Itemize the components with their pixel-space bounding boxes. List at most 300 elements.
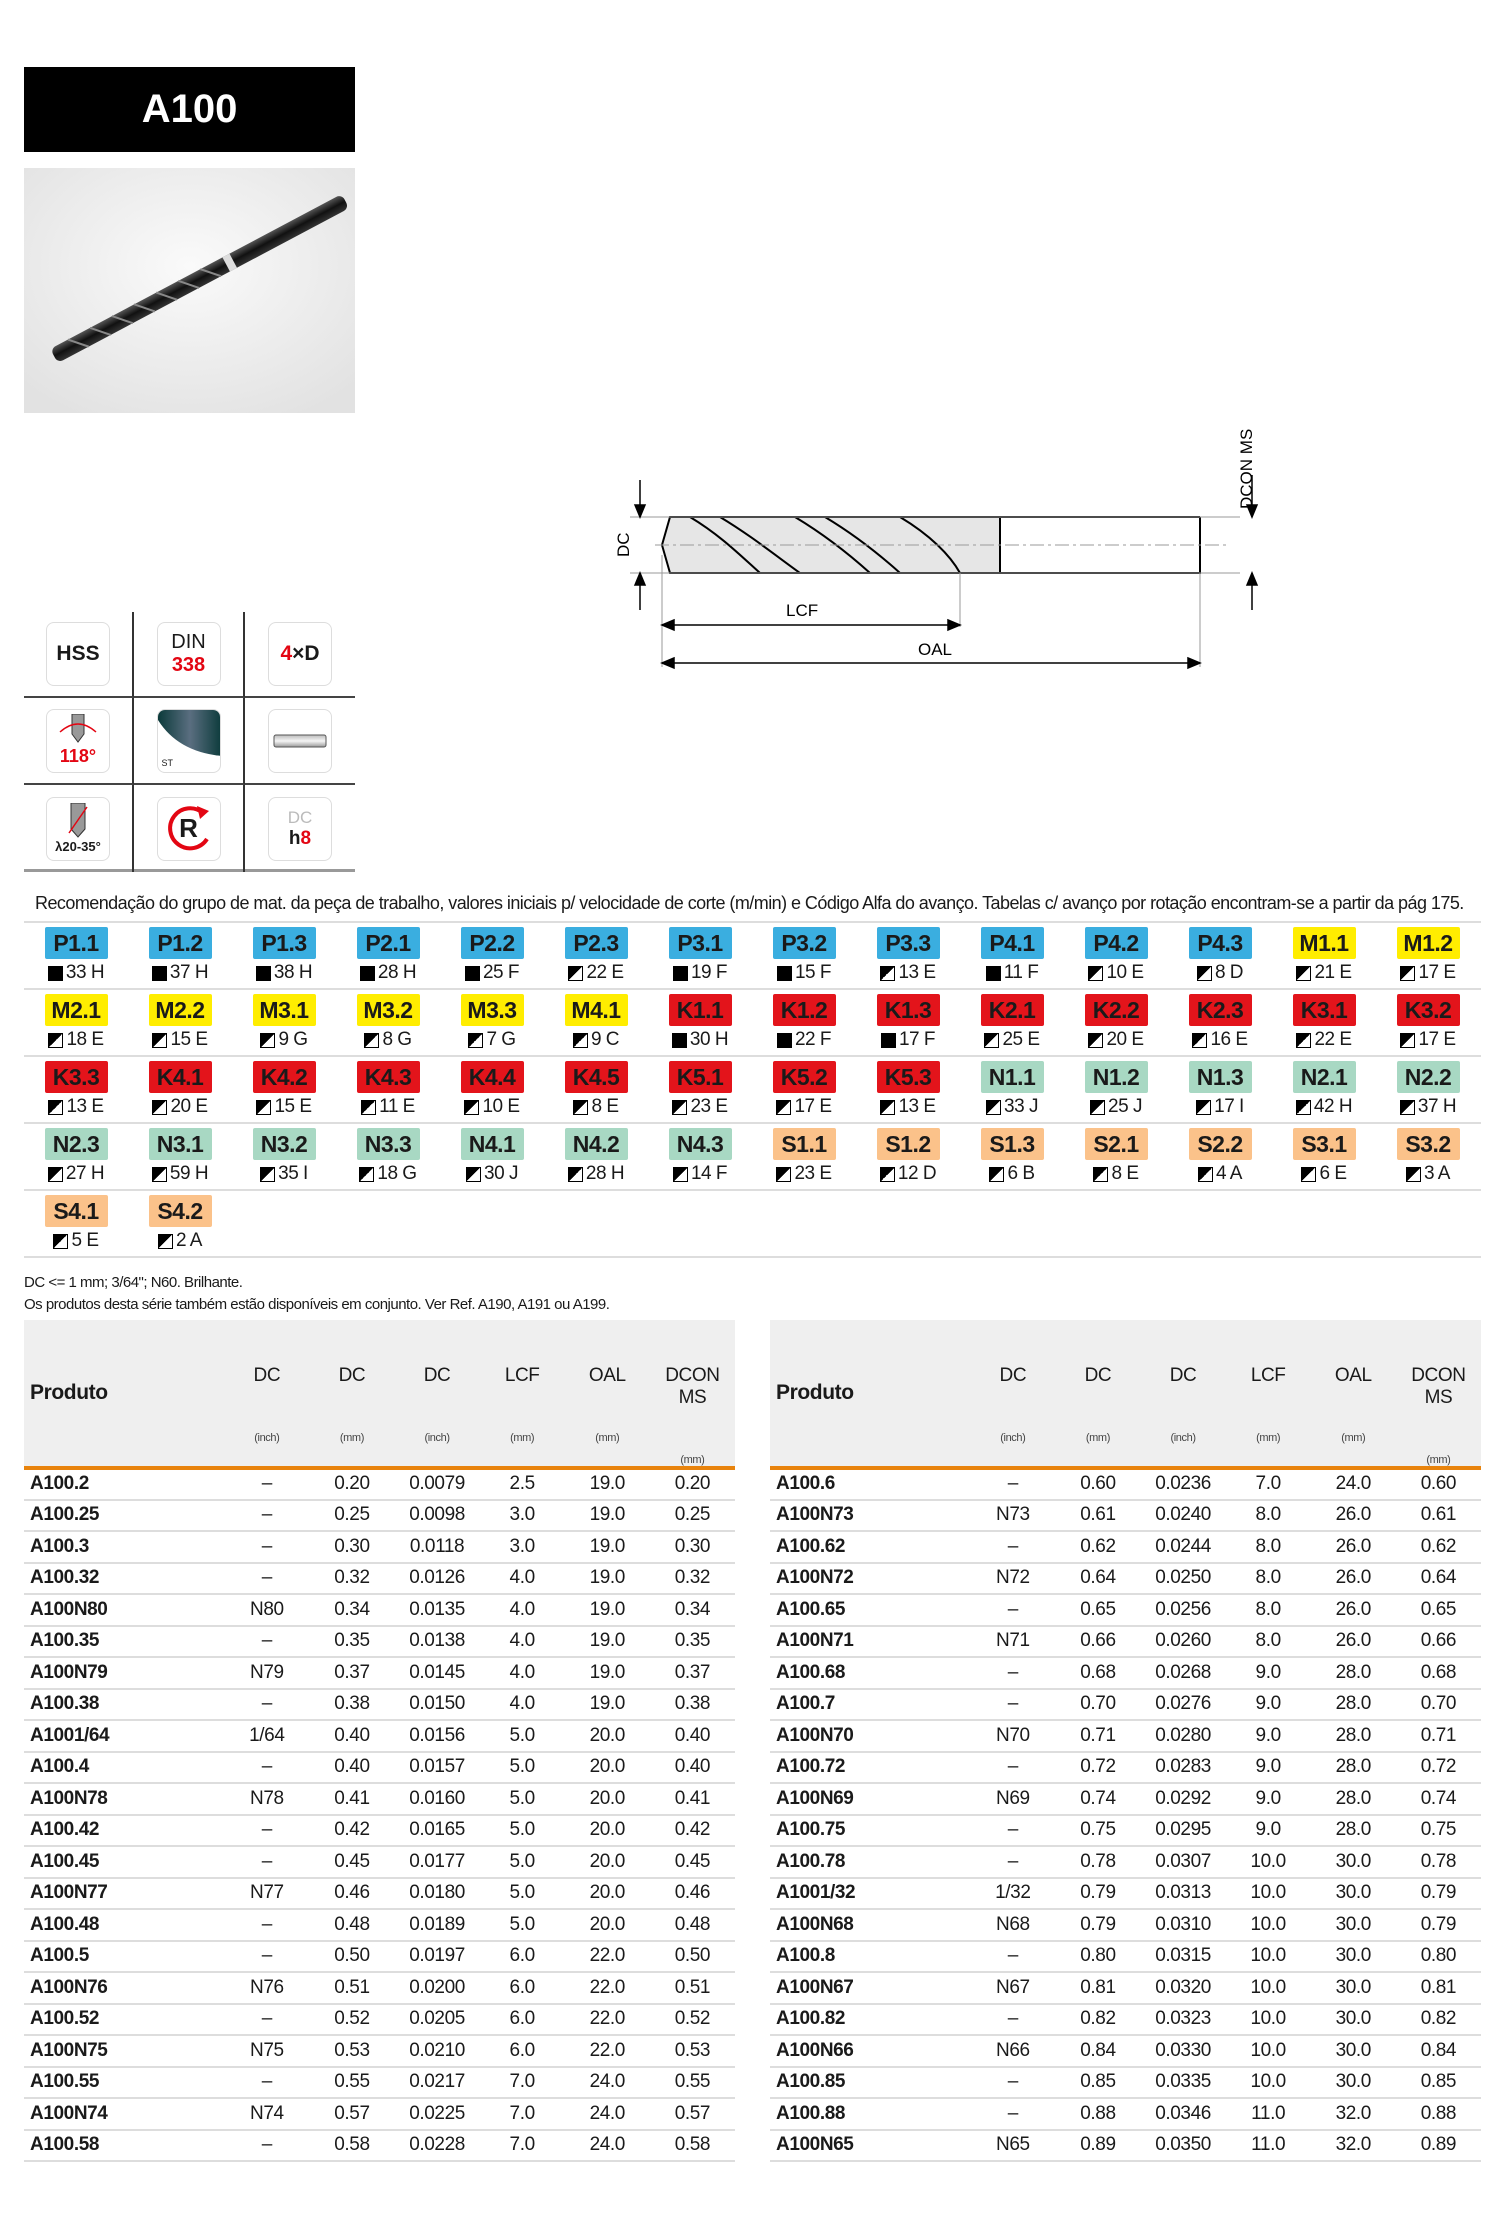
half-square-icon [1090, 1100, 1105, 1115]
product-code: A100N78 [24, 1783, 224, 1815]
material-badge: P3.2 [773, 927, 836, 959]
table-cell: 0.0268 [1141, 1657, 1226, 1689]
product-code: A100.32 [24, 1563, 224, 1595]
product-code: A100N80 [24, 1594, 224, 1626]
material-badge: M2.2 [149, 994, 212, 1026]
table-cell: 0.88 [1396, 2098, 1481, 2130]
table-cell: 0.58 [650, 2130, 735, 2162]
table-cell: 20.0 [565, 1878, 650, 1910]
table-cell: 24.0 [565, 2098, 650, 2130]
table-cell: 9.0 [1226, 1657, 1311, 1689]
column-header: LCF (mm) [480, 1320, 565, 1468]
speed-feed-code: 28 H [585, 1163, 625, 1184]
speed-feed-code: 13 E [898, 962, 936, 983]
table-row [770, 2098, 1481, 2130]
half-square-icon [464, 1100, 479, 1115]
material-badge: N3.2 [253, 1128, 316, 1160]
table-cell: 0.61 [1396, 1500, 1481, 1532]
table-row [770, 1689, 1481, 1721]
solid-square-icon [48, 966, 63, 981]
table-cell: 0.0156 [395, 1720, 480, 1752]
material-badge: K3.2 [1397, 994, 1460, 1026]
drill-dimension-drawing [600, 405, 1260, 675]
table-cell: 0.40 [309, 1752, 394, 1784]
table-cell: 32.0 [1311, 2130, 1396, 2162]
table-cell: 0.0307 [1141, 1846, 1226, 1878]
table-cell: 0.0283 [1141, 1752, 1226, 1784]
table-cell: 0.66 [1396, 1626, 1481, 1658]
table-cell: 4.0 [480, 1563, 565, 1595]
material-row [24, 1124, 1481, 1191]
column-header: DCON MS (mm) [650, 1320, 735, 1468]
material-cell [648, 927, 752, 984]
table-cell: 0.20 [309, 1468, 394, 1500]
table-cell: 0.48 [309, 1909, 394, 1941]
table-cell: 0.82 [1055, 2004, 1140, 2036]
speed-feed-code: 12 D [897, 1163, 937, 1184]
table-cell: N77 [224, 1878, 309, 1910]
table-cell: 24.0 [565, 2067, 650, 2099]
half-square-icon [672, 1100, 687, 1115]
table-cell: 0.35 [650, 1626, 735, 1658]
half-square-icon [1296, 1100, 1311, 1115]
table-row [770, 1657, 1481, 1689]
table-cell: 0.46 [650, 1878, 735, 1910]
solid-square-icon [881, 1033, 896, 1048]
material-cell [544, 994, 648, 1051]
speed-feed-code: 35 I [278, 1163, 308, 1184]
material-cell [1064, 1061, 1168, 1118]
table-row [24, 1909, 735, 1941]
material-badge: S3.1 [1293, 1128, 1356, 1160]
table-cell: – [970, 1941, 1055, 1973]
table-cell: 0.81 [1055, 1972, 1140, 2004]
table-cell: 0.34 [650, 1594, 735, 1626]
table-cell: 32.0 [1311, 2098, 1396, 2130]
material-cell [856, 1061, 960, 1118]
table-cell: – [970, 1531, 1055, 1563]
feed-value [48, 1029, 103, 1051]
material-cell [336, 1061, 440, 1118]
product-code: A100.88 [770, 2098, 970, 2130]
material-cell [336, 1128, 440, 1185]
table-cell: 28.0 [1311, 1815, 1396, 1847]
material-badge: N2.3 [45, 1128, 108, 1160]
table-row [24, 1972, 735, 2004]
table-cell: 0.0177 [395, 1846, 480, 1878]
ratio-number: 4 [280, 642, 293, 665]
tolerance-class: h [288, 827, 301, 849]
table-cell: 0.0150 [395, 1689, 480, 1721]
table-header-row [24, 1320, 735, 1468]
table-cell: 11.0 [1226, 2130, 1311, 2162]
table-cell: 0.85 [1055, 2067, 1140, 2099]
table-row [770, 2035, 1481, 2067]
hss-label: HSS [56, 642, 100, 665]
speed-feed-code: 7 G [486, 1029, 516, 1050]
table-cell: 19.0 [565, 1594, 650, 1626]
material-cell [440, 994, 544, 1051]
product-code: A100N76 [24, 1972, 224, 2004]
table-cell: 0.0280 [1141, 1720, 1226, 1752]
material-cell [1272, 1061, 1376, 1118]
material-badge: K2.3 [1189, 994, 1252, 1026]
feed-value [1296, 962, 1351, 984]
din-number: 338 [171, 654, 206, 676]
table-cell: 0.79 [1396, 1909, 1481, 1941]
table-cell: 20.0 [565, 1783, 650, 1815]
material-cell [128, 1195, 232, 1252]
table-cell: – [970, 1657, 1055, 1689]
table-cell: 8.0 [1226, 1500, 1311, 1532]
tolerance-grade: 8 [300, 827, 312, 849]
table-row [24, 1500, 735, 1532]
table-cell: – [970, 2098, 1055, 2130]
table-cell: 0.50 [309, 1941, 394, 1973]
table-row [770, 1941, 1481, 1973]
half-square-icon [361, 1100, 376, 1115]
product-code: A100.6 [770, 1468, 970, 1500]
speed-feed-code: 15 F [794, 962, 832, 983]
feed-value [568, 1163, 624, 1185]
table-cell: 3.0 [480, 1500, 565, 1532]
half-square-icon [989, 1167, 1004, 1182]
table-cell: 0.64 [1055, 1563, 1140, 1595]
table-cell: 30.0 [1311, 2067, 1396, 2099]
table-cell: – [970, 2004, 1055, 2036]
feed-value [573, 1096, 618, 1118]
speed-feed-code: 30 H [689, 1029, 729, 1050]
product-code: A100.8 [770, 1941, 970, 1973]
table-cell: – [224, 1468, 309, 1500]
table-row [770, 1531, 1481, 1563]
table-cell: 19.0 [565, 1531, 650, 1563]
material-badge: N1.1 [981, 1061, 1044, 1093]
material-badge: S1.1 [773, 1128, 836, 1160]
speed-feed-code: 13 E [66, 1096, 104, 1117]
product-code: A100.82 [770, 2004, 970, 2036]
table-cell: – [224, 1531, 309, 1563]
table-cell: 0.74 [1055, 1783, 1140, 1815]
material-cell [960, 1128, 1064, 1185]
feed-value [364, 1029, 411, 1051]
table-cell: 20.0 [565, 1909, 650, 1941]
table-cell: N73 [970, 1500, 1055, 1532]
feed-value [256, 962, 312, 984]
speed-feed-code: 23 E [794, 1163, 832, 1184]
table-cell: 30.0 [1311, 1878, 1396, 1910]
feed-value [986, 1096, 1038, 1118]
half-square-icon [1406, 1167, 1421, 1182]
notes [24, 1272, 609, 1316]
feed-value [256, 1096, 311, 1118]
cylindrical-shank-icon [268, 709, 332, 773]
table-cell: 0.40 [650, 1752, 735, 1784]
table-cell: 0.81 [1396, 1972, 1481, 2004]
product-code: A100N67 [770, 1972, 970, 2004]
column-header: DC (inch) [970, 1320, 1055, 1468]
table-cell: 30.0 [1311, 2035, 1396, 2067]
half-square-icon [1088, 1033, 1103, 1048]
half-square-icon [260, 1167, 275, 1182]
table-cell: 0.62 [1055, 1531, 1140, 1563]
table-cell: 0.0160 [395, 1783, 480, 1815]
table-cell: 0.0197 [395, 1941, 480, 1973]
table-row [770, 1626, 1481, 1658]
feed-value [573, 1029, 619, 1051]
table-cell: 0.61 [1055, 1500, 1140, 1532]
half-square-icon [260, 1033, 275, 1048]
product-code: A100.38 [24, 1689, 224, 1721]
material-badge: P1.2 [149, 927, 212, 959]
speed-feed-code: 11 F [1003, 962, 1039, 983]
point-angle-icon [46, 709, 110, 773]
solid-square-icon [672, 1033, 687, 1048]
table-cell: 0.41 [650, 1783, 735, 1815]
product-code: A100N75 [24, 2035, 224, 2067]
note-line: DC <= 1 mm; 3/64"; N60. Brilhante. [24, 1274, 243, 1291]
material-cell [24, 612, 134, 698]
material-row [24, 1057, 1481, 1124]
table-cell: 20.0 [565, 1846, 650, 1878]
material-badge: M3.2 [357, 994, 420, 1026]
feed-value [989, 1163, 1034, 1185]
feed-value [673, 1163, 727, 1185]
material-cell [128, 1061, 232, 1118]
helix-cell [24, 785, 134, 872]
table-cell: 0.0098 [395, 1500, 480, 1532]
half-square-icon [152, 1167, 167, 1182]
product-code: A100.4 [24, 1752, 224, 1784]
table-row [24, 1878, 735, 1910]
material-badge: S2.1 [1085, 1128, 1148, 1160]
table-cell: 5.0 [480, 1815, 565, 1847]
material-cell [440, 1061, 544, 1118]
product-code: A100.48 [24, 1909, 224, 1941]
table-cell: 0.0335 [1141, 2067, 1226, 2099]
table-cell: 10.0 [1226, 1909, 1311, 1941]
half-square-icon [53, 1234, 68, 1249]
feed-value [152, 1029, 207, 1051]
table-row [770, 1878, 1481, 1910]
table-cell: 0.75 [1396, 1815, 1481, 1847]
table-cell: 0.60 [1396, 1468, 1481, 1500]
half-square-icon [568, 1167, 583, 1182]
table-row [24, 1689, 735, 1721]
feed-value [777, 1029, 831, 1051]
material-row [24, 990, 1481, 1057]
table-cell: 19.0 [565, 1689, 650, 1721]
material-cell [1168, 1061, 1272, 1118]
table-row [770, 1563, 1481, 1595]
feed-value [672, 1029, 728, 1051]
surface-finish-icon [157, 709, 221, 773]
table-cell: 0.25 [650, 1500, 735, 1532]
speed-feed-code: 11 E [379, 1096, 415, 1117]
half-square-icon [573, 1100, 588, 1115]
table-cell: 0.45 [650, 1846, 735, 1878]
table-cell: 0.70 [1396, 1689, 1481, 1721]
table-cell: 10.0 [1226, 1972, 1311, 2004]
column-header: DC (inch) [395, 1320, 480, 1468]
table-cell: – [970, 2067, 1055, 2099]
table-row [770, 1846, 1481, 1878]
material-cell [1064, 927, 1168, 984]
material-badge: S1.2 [877, 1128, 940, 1160]
table-row [24, 2130, 735, 2162]
table-cell: 0.0225 [395, 2098, 480, 2130]
speed-feed-code: 25 F [482, 962, 520, 983]
table-cell: 0.0236 [1141, 1468, 1226, 1500]
table-cell: 0.0323 [1141, 2004, 1226, 2036]
table-cell: 0.38 [650, 1689, 735, 1721]
half-square-icon [984, 1033, 999, 1048]
feed-value [466, 1163, 518, 1185]
feed-value [672, 1096, 727, 1118]
table-cell: – [224, 1846, 309, 1878]
table-cell: N79 [224, 1657, 309, 1689]
table-cell: 0.84 [1396, 2035, 1481, 2067]
angle-label: 118° [59, 746, 97, 766]
table-cell: 0.38 [309, 1689, 394, 1721]
half-square-icon [776, 1100, 791, 1115]
material-badge: K4.5 [565, 1061, 628, 1093]
table-cell: 0.0180 [395, 1878, 480, 1910]
product-code: A100.65 [770, 1594, 970, 1626]
table-cell: 4.0 [480, 1594, 565, 1626]
table-row [770, 1752, 1481, 1784]
speed-feed-code: 5 E [71, 1230, 99, 1251]
table-cell: – [224, 2004, 309, 2036]
product-code: A100N73 [770, 1500, 970, 1532]
solid-square-icon [986, 966, 1001, 981]
table-row [770, 1500, 1481, 1532]
feed-value [1406, 1163, 1450, 1185]
table-cell: 0.74 [1396, 1783, 1481, 1815]
table-row [770, 2067, 1481, 2099]
speed-feed-code: 6 E [1319, 1163, 1347, 1184]
half-square-icon [48, 1167, 63, 1182]
material-cell [648, 1128, 752, 1185]
product-title: A100 [24, 67, 355, 152]
dc-label: DC [614, 532, 633, 557]
table-cell: 8.0 [1226, 1594, 1311, 1626]
ratio-unit: ×D [292, 642, 320, 665]
table-row [770, 1972, 1481, 2004]
product-code: A100N65 [770, 2130, 970, 2162]
table-cell: 0.40 [309, 1720, 394, 1752]
feed-value [465, 962, 519, 984]
solid-square-icon [152, 966, 167, 981]
material-group-grid [24, 921, 1481, 1258]
material-cell [856, 927, 960, 984]
half-square-icon [466, 1167, 481, 1182]
table-cell: 0.71 [1055, 1720, 1140, 1752]
product-code: A100.52 [24, 2004, 224, 2036]
table-cell: 0.50 [650, 1941, 735, 1973]
table-cell: 20.0 [565, 1720, 650, 1752]
table-cell: 6.0 [480, 2035, 565, 2067]
table-cell: – [970, 1752, 1055, 1784]
oal-label: OAL [918, 640, 953, 659]
speed-feed-code: 4 A [1216, 1163, 1242, 1184]
feed-value [359, 1163, 416, 1185]
table-cell: 0.35 [309, 1626, 394, 1658]
product-code: A100N74 [24, 2098, 224, 2130]
product-code: A100.7 [770, 1689, 970, 1721]
material-badge: K2.1 [981, 994, 1044, 1026]
table-cell: 0.0217 [395, 2067, 480, 2099]
table-cell: 0.88 [1055, 2098, 1140, 2130]
table-cell: N74 [224, 2098, 309, 2130]
material-cell [24, 994, 128, 1051]
table-cell: 0.30 [309, 1531, 394, 1563]
half-square-icon [573, 1033, 588, 1048]
speed-feed-code: 2 A [176, 1230, 202, 1251]
feed-value [53, 1230, 98, 1252]
material-badge: N3.1 [149, 1128, 212, 1160]
table-row [24, 1531, 735, 1563]
half-square-icon [986, 1100, 1001, 1115]
table-cell: 3.0 [480, 1531, 565, 1563]
table-row [24, 1468, 735, 1500]
feed-value [361, 1096, 415, 1118]
table-cell: 0.72 [1055, 1752, 1140, 1784]
table-header-row [770, 1320, 1481, 1468]
material-badge: P4.3 [1189, 927, 1252, 959]
table-cell: 0.0210 [395, 2035, 480, 2067]
table-cell: N68 [970, 1909, 1055, 1941]
solid-square-icon [360, 966, 375, 981]
table-row [770, 1720, 1481, 1752]
table-cell: 0.68 [1055, 1657, 1140, 1689]
material-badge: S1.3 [981, 1128, 1044, 1160]
material-cell [24, 927, 128, 984]
product-code: A100.58 [24, 2130, 224, 2162]
table-cell: 0.0200 [395, 1972, 480, 2004]
half-square-icon [1400, 1033, 1415, 1048]
table-cell: N78 [224, 1783, 309, 1815]
table-cell: 7.0 [480, 2067, 565, 2099]
material-badge: M2.1 [45, 994, 108, 1026]
speed-feed-code: 59 H [169, 1163, 209, 1184]
table-cell: 8.0 [1226, 1626, 1311, 1658]
table-cell: 0.68 [1396, 1657, 1481, 1689]
table-row [24, 2098, 735, 2130]
material-cell [232, 1061, 336, 1118]
product-code: A100.2 [24, 1468, 224, 1500]
table-cell: – [224, 2130, 309, 2162]
table-cell: 0.0256 [1141, 1594, 1226, 1626]
speed-feed-code: 37 H [1417, 1096, 1457, 1117]
material-cell [1064, 994, 1168, 1051]
table-cell: 19.0 [565, 1500, 650, 1532]
table-cell: 0.53 [650, 2035, 735, 2067]
material-badge: N3.3 [357, 1128, 420, 1160]
table-cell: 0.89 [1396, 2130, 1481, 2162]
table-row [24, 1752, 735, 1784]
half-square-icon [359, 1167, 374, 1182]
material-badge: K2.2 [1085, 994, 1148, 1026]
table-cell: 26.0 [1311, 1594, 1396, 1626]
feed-value [48, 962, 104, 984]
table-cell: 0.37 [309, 1657, 394, 1689]
feed-value [881, 1029, 935, 1051]
material-cell [1168, 1128, 1272, 1185]
table-cell: 0.0276 [1141, 1689, 1226, 1721]
feed-value [777, 962, 831, 984]
material-cell [232, 1128, 336, 1185]
